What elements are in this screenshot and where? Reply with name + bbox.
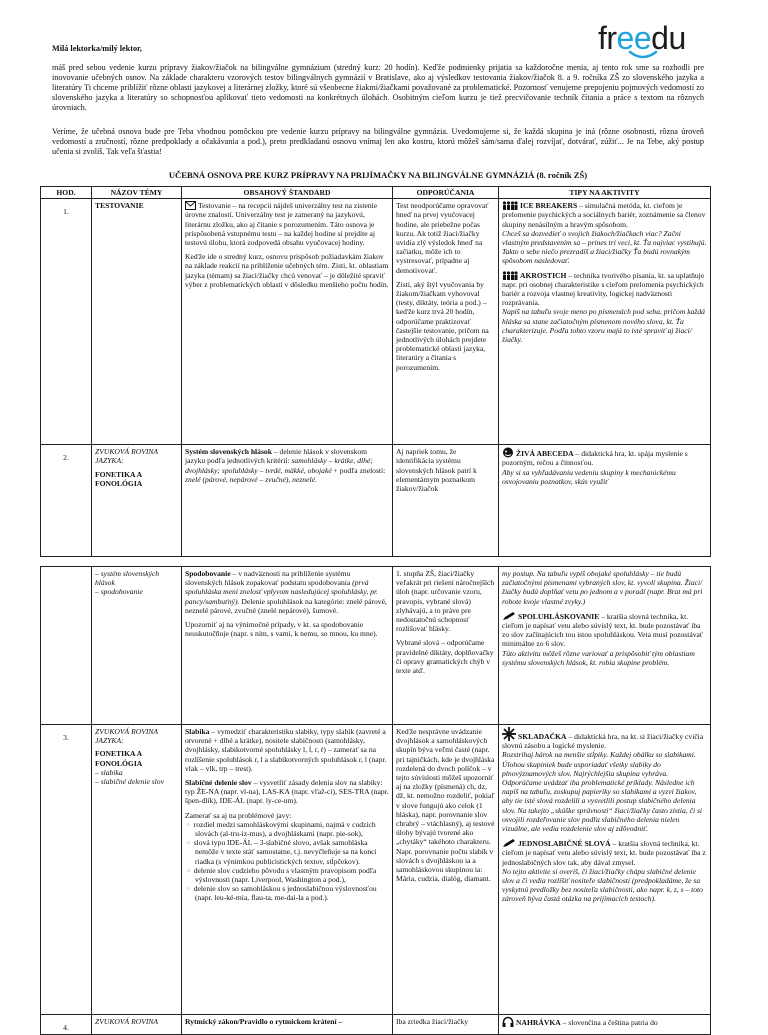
list-item: ▫ delenie slov so samohláskou s jednoslabičnou výslovnosťou (napr. leu-ké-mia, flau-ta, me-dai-la a pod.). <box>185 884 389 902</box>
content-text: Testovanie – na recepcii nájdeš univerzálny test na zistenie úrovne znalostí. Univerzálny test je zameraný na jazykovú, literárnu zložku, ako aj čítanie s porozumením. Táto osnova je prispôsobená vstupnému testu – na každej hodine si prejdite aj testovú úlohu, ktorá zodpovedá obsahu vyučovacej hodiny. <box>185 201 378 248</box>
content-title: Systém slovenských hlások <box>185 447 272 457</box>
group-people-icon <box>502 271 518 280</box>
topic-title: FONETIKA A FONOLÓGIA <box>95 469 143 488</box>
content-examples: (prvá spoluhláska mení znelosť vplyvom nasledujúcej spoluhlásky, pr. pancy/sambuťný). <box>185 578 379 606</box>
activity-instructions: Chceš sa dozvedieť o svojich žiakoch/žiačkach viac? Začni vlastným predstavením sa – prines tri veci, kt. Ťa najviac vystihujú. Takto o sebe niečo prezradíš a žiaci/žiačky Ťa budú rovnakým spôsobom nasledovať. <box>502 228 707 266</box>
activity-cell <box>499 445 711 557</box>
recommendation-text: Test neodporúčame opravovať hneď na prvej vyučovacej hodine, ale priebežne počas kurzu. Ak totiž žiaci/žiačky uvidia zlý výsledok hneď na začiatku, môže ich to vystresovať, prípadne aj demotivovať. <box>396 201 489 275</box>
letter-paragraph-2: Veríme, že učebná osnova bude pre Teba vhodnou pomôckou pre vedenie kurzu prípravy na bilingválne gymnázia. Uvedomujeme si, že každá skupina je iná (rôzne osobnosti, rôzna úroveň vedomostí a zručností, rôzne predpoklady a očakávania a pod.), preto predkladanú osnovu vnímaj len ako kostru, ktorú môžeš sám/sama ďalej rozvíjať, dotvárať, zúžiť... Je na Tebe, aký postup učenia si zvolíš. Tak veľa šťastia! <box>52 127 704 156</box>
recommendation-cell <box>393 199 499 445</box>
content-text: Keďže ide o stredný kurz, osnovu prispôsob požiadavkám žiakov na základe reakcií na priblíženie učebných tém. Zisti, kt. oblastiam jazyka (témam) sa žiaci/žiačky chcú venovať – je dôležité spraviť výber z problematických oblastí v dôsledku menšieho počtu hodín. <box>185 252 389 289</box>
letter-greeting: Milá lektorka/milý lektor, <box>52 44 142 53</box>
content-text: + podľa znelosti: <box>333 465 386 475</box>
group-people-icon <box>502 201 518 210</box>
content-text: – vysvetliť zásady delenia slov na slabiky: typ ŽE-NA (napr. vl-na), LAS-KA (napr. vľaž-ci), SES-TRA (napr. špen-dlík), IDE-ÁL (napr. ly-ce-um). <box>185 778 389 806</box>
content-examples: samohlásky – krátke, dlhé; dvojhlásky; spoluhlásky – tvrdé, mäkké, obojaké <box>185 456 373 475</box>
table-row <box>41 199 711 445</box>
content-title: Spodobovanie <box>185 569 231 578</box>
activity-block <box>502 838 707 903</box>
activity-title: ŽIVÁ ABECEDA <box>516 449 574 459</box>
content-text: – vymedziť charakteristiku slabiky, typy slabík (zavreté a otvorené + dlhé a krátke), nositele slabičnosti (samohlásky, dvojhlásky, slabikotvorné spoluhlásky l, ĺ, r, ŕ) – zamerať sa na rozlíšenie spoluhlások r, l a slabikotvorných spoluhlások r, l (napr. vlak – vlk, trp – trest). <box>185 727 387 773</box>
topic-cell <box>92 199 182 445</box>
topic-subtitle: – slabika <box>95 767 123 777</box>
list-item: ▫ delenie slov cudzieho pôvodu s vlastným pravopisom podľa výslovnosti (napr. Liverpool, Washington a pod.), <box>185 866 389 884</box>
table-row <box>41 725 711 1015</box>
activity-cell <box>499 567 711 725</box>
topic-subtitle: ZVUKOVÁ ROVINA JAZYKA: <box>95 727 158 746</box>
envelope-icon <box>185 201 196 210</box>
recommendation-text: 1. stupňa ZŠ, žiaci/žiačky veľakrát pri riešení náročnejších úloh (napr. určovanie vzoru, pravopis, vybrané slová) zlyhávajú, a to práve pre nedostatočnú schopnosť rozlišovať hlásky. <box>396 569 495 634</box>
topic-title: TESTOVANIE <box>95 201 144 211</box>
content-text: – v nadväznosti na priblíženie systému slovenských hlások zopakovať podstatu spodobovania <box>185 569 351 588</box>
table-header-row <box>41 187 711 199</box>
activity-title: NAHRÁVKA <box>516 1018 561 1027</box>
recommendation-cell: Aj napriek tomu, že identifikácia systému slovenských hlások patrí k elementárnym poznatkom žiakov/žiačok <box>393 445 499 557</box>
activity-block <box>502 727 707 833</box>
list-item: ▫ slová typu IDE-ÁL – 3-slabičné slovo, avšak samohláska nemôže v texte stáť samostatne, t.j. nevyčleňuje sa na konci riadka (s výnimkou publicistických textov, stĺpčekov). <box>185 838 389 866</box>
topic-subtitle: – systém slovenských hlások <box>95 569 160 588</box>
topic-cell <box>92 725 182 1015</box>
content-text: Delenie spoluhlások na kategórie: znelé párové, neznelé párové, zvučné (znelé nepárové), šumové. <box>185 596 387 615</box>
content-block <box>185 778 389 806</box>
content-title: Slabika <box>185 727 210 736</box>
header-obsah: OBSAHOVÝ ŠTANDARD <box>182 187 393 199</box>
content-cell <box>182 725 393 1015</box>
row-number: 3. <box>41 725 92 1015</box>
activity-cell <box>499 725 711 1015</box>
pencil-icon <box>502 838 516 848</box>
recommendation-cell: Keďže nesprávne uvádzanie dvojhlások a samohláskových skupín býva veľmi časté (napr. pri tajničkách, kde je dvojhláska rozdelená do dvoch políčok – v tejto súvislosti môžeš upozorniť aj na zložky (písmená) ch, dz, dž, kt. nemožno rozdeliť, pokiaľ v slove fungujú ako celok (1 hláska), napr. porovnanie slov chrabrý – vtáchlasný), aj testové úlohy bývajú tvorené ako „chytáky“ takéhoto charakteru. Napr. porovnanie počtu slabík v slovách s dvojhláskou ia a samohláskovou skupinou ia: Mária, cudzia, dialóg, diamant. <box>393 725 499 1015</box>
header-tipy: TIPY NA AKTIVITY <box>499 187 711 199</box>
content-cell: Rytmický zákon/Pravidlo o rytmickom krátení – <box>182 1015 393 1035</box>
activity-text: – slovenčina a čeština patria do <box>562 1018 658 1027</box>
row-number: 4. <box>41 1015 92 1035</box>
topic-subtitle: ZVUKOVÁ ROVINA JAZYKA: <box>95 447 158 466</box>
logo-wordmark: freedu <box>598 20 686 56</box>
table-row <box>41 1015 711 1035</box>
activity-instructions: Túto aktivitu môžeš rôzne variovať a prispôsobiť tým oblastiam systému slovenských hlások, kt. robia skupine problém. <box>502 648 695 667</box>
curriculum-table <box>40 186 711 557</box>
activity-instructions: Napíš na tabuľu svoje meno po písmenách pod seba, pričom každá hláska sa stane začiatočným písmenom nového slova, kt. Ťa charakterizuje. Podľa tohto vzoru majú to isté spraviť aj žiaci/žiačky. <box>502 307 705 345</box>
activity-text: – didaktická hra, na kt. si žiaci/žiačky cvičia slovnú zásobu a logické myslenie. <box>502 732 704 751</box>
content-cell <box>182 199 393 445</box>
freedu-logo <box>598 20 710 60</box>
activity-title: SPOLUHLÁSKOVANIE <box>518 611 600 621</box>
activity-title: JEDNOSLABIČNÉ SLOVÁ <box>518 839 611 849</box>
curriculum-table-continued <box>40 566 711 1035</box>
list-item: ▫ rozdiel medzi samohláskovými skupinami, najmä v cudzích slovách (al-tru-iz-mus), a dvojhláskami (napr. pie-sok), <box>185 820 389 838</box>
recommendation-text: Vybrané slová – odporúčame pravidelné diktáty, doplňovačky či opravy gramatických chýb v texte atď. <box>396 638 494 676</box>
activity-text: – technika tvorivého písania, kt. sa uplatňuje napr. pri osobnej charakteristike s cieľom prelomenia psychických bariér a rozvoja vlastnej kreativity, logickej nadväznosti rozprávania. <box>502 270 705 308</box>
letter-paragraph-1: máš pred sebou vedenie kurzu prípravy žiakov/žiačok na bilingválne gymnázium (stredný kurz: 20 hodín). Keďže podmienky prijatia sa každoročne menia, aj tento rok sme sa rozhodli pre inovovanie učebných osnov. Na základe charakteru vzorových testov bilingválnych gymnázií v Bratislave, ako aj výsledkov testovania žiakov/žiačok 8. a 9. ročníka ZŠ zo slovenského jazyka a literatúry Ti chceme priblížiť rôzne oblasti jazykovej a literárnej zložky, ktoré sú všeobecne žiakmi/žiačkami považované za problematické. Pozornosť venujeme prepojeniu pojmových vedomostí zo slovenského jazyka a literatúry so schopnosťou aplikovať tieto vedomosti na konkrétnych úlohách. Osobitným cieľom kurzu je tiež precvičovanie techník čítania a práce s textom na rôznych úrovniach. <box>52 63 704 112</box>
activity-text: – didaktická hra, kt. spája myslenie s pozorným, rečou a činnosťou. <box>502 449 688 468</box>
topic-subtitle: – spodobovanie <box>95 587 143 597</box>
content-block <box>185 201 389 247</box>
content-title: Slabičné delenie slov <box>185 778 252 788</box>
content-cell <box>182 567 393 725</box>
activity-text: – simulačná metóda, kt. cieľom je prelomenie psychických a sociálnych bariér, zoznámenie sa členov skupiny nenásilným a hravým spôsobom. <box>502 201 706 229</box>
content-text: Zamerať sa aj na problémové javy: <box>185 810 292 820</box>
row-number: 1. <box>41 199 92 445</box>
activity-instructions: Rozstrihaj hárok na menšie stĺpiky. Každej obálku so slabikami. Úlohou skupiniek bude usporiadať všetky slabiky do plnovýznamových slov. Najrýchlejšia skupina vyhráva. Odporúčame uvádzať iba problematické príklady. Následne ich napíš na tabuľu, zoskupuj papieriky so slabikami a vyzvi žiakov, aby tie isté slová rozdelili a vysvetlili postup slabičného delenia slov. Na takejto „skúške správnosti“ žiaci/žiačky často zistia, či si osvojili rozdeľovanie slov podľa slabičného delenia nielen vizuálne, ale vedia rozdelenie slov aj zdôvodniť. <box>502 750 703 834</box>
activity-cell <box>499 199 711 445</box>
activity-instructions: my postup. Na tabuľu vypíš obojaké spoluhlásky – tie budú začiatočnými písmenami vybraných slov, kt. vyvolí skupina. Žiaci/žiačky budú doplňať vetu po jednom a v poradí (napr. Brat má pri robote kvoje vlastné zvyky.) <box>502 569 703 606</box>
topic-title: FONETIKA A FONOLÓGIA <box>95 749 143 768</box>
activity-title: AKROSTICH <box>520 270 567 280</box>
activity-title: ICE BREAKERS <box>520 201 578 211</box>
recommendation-cell <box>393 567 499 725</box>
table-row <box>41 567 711 725</box>
plan-title: UČEBNÁ OSNOVA PRE KURZ PRÍPRAVY NA PRIJÍMAČKY NA BILINGVÁLNE GYMNÁZIÁ (8. ročník ZŠ) <box>168 170 588 180</box>
activity-block <box>502 201 707 265</box>
header-hod: HOD. <box>41 187 92 199</box>
row-number: 2. <box>41 445 92 557</box>
activity-instructions: No tejto aktivite si overíš, či žiaci/žiačky chápu slabičné delenie slov a či vedia rozlíšiť nositeľe slabičnosti (predpokladáme, že sa vyskytnú predložky bez nositeľa slabičnosti, ako napr. k, z, s – toto zároveň býva častá otázka na prijímacích testoch). <box>502 866 703 904</box>
content-text: Upozorniť aj na výnimočné prípady, v kt. sa spodobovanie neuskutočňuje (napr. s ním, s vami, k nemu, so mnou, ku mne). <box>185 620 378 639</box>
content-examples: znelé (párové, nepárové – zvučné), neznelé. <box>185 474 317 484</box>
activity-title: SKLADAČKA <box>518 732 567 741</box>
content-block <box>185 727 389 773</box>
activity-cell <box>499 1015 711 1035</box>
activity-text: – kratšia slovná technika, kt. cieľom je napísať vetu alebo súvislý text, kt. bude pozostávať iba zo slov začínajúcich tou istou spoluhláskou. Veta musí pozostávať minimálne zo 6 slov. <box>502 611 704 649</box>
recommendation-text: Zisti, aký štýl vyučovania by žiakom/žiačkam vyhovoval (testy, diktáty, teória a pod.) – keďže kurz trvá 20 hodín, odporúčame praktizovať častejšie testovanie, pričom na jednotlivých úlohách prejdete problematické oblasti jazyka, literatúry a čítania s porozumením. <box>396 279 489 372</box>
topic-subtitle: – slabičné delenie slov <box>95 777 164 787</box>
topic-cell <box>92 567 182 725</box>
activity-block <box>502 271 707 345</box>
activity-instructions: Aby si sa vyhľadávaniu vedeniu skupiny k mechanickému osvojovaniu poznatkov, skús využiť <box>502 467 676 486</box>
asterisk-icon <box>502 727 516 741</box>
content-block <box>185 569 389 615</box>
row-number <box>41 567 92 725</box>
headphones-icon <box>502 1017 514 1027</box>
header-odporucania: ODPORÚČANIA <box>393 187 499 199</box>
activity-text: – kratšia slovná technika, kt. cieľom je napísať vetu alebo súvislý text, kt. bude pozostávať iba z jednoslabičných slov tak, aby dával zmysel. <box>502 839 706 867</box>
content-cell <box>182 445 393 557</box>
recommendation-cell: Iba zriedka žiaci/žiačky <box>393 1015 499 1035</box>
topic-cell <box>92 445 182 557</box>
pencil-icon <box>502 611 516 621</box>
content-text: – delenie hlások v slovenskom jazyku podľa jednotlivých kritérií: <box>185 447 368 466</box>
topic-cell: ZVUKOVÁ ROVINA <box>92 1015 182 1035</box>
table-row <box>41 445 711 557</box>
header-tema: NÁZOV TÉMY <box>92 187 182 199</box>
person-head-icon <box>502 447 514 458</box>
